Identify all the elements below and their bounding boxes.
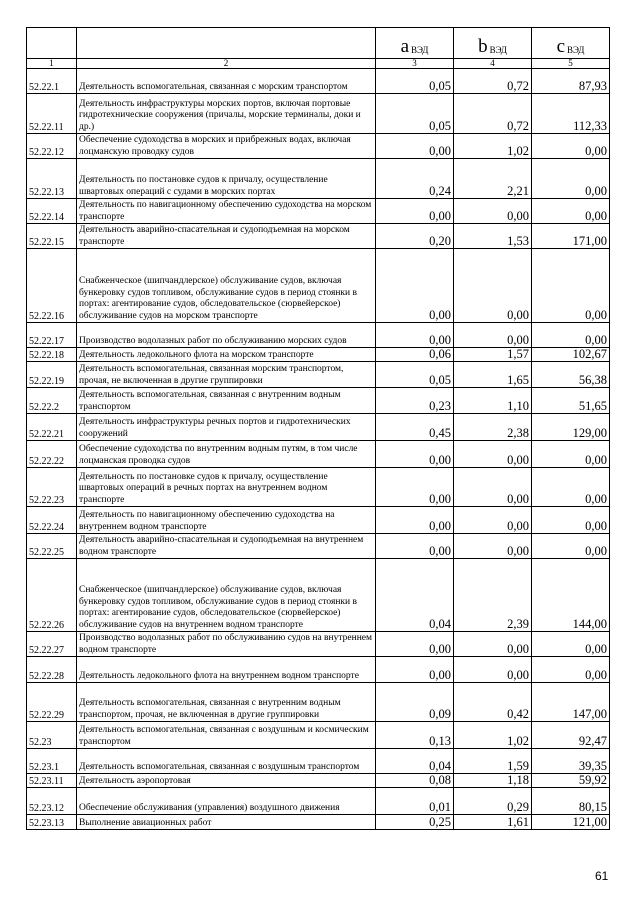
table-row bbox=[27, 632, 610, 657]
okved-code: 52.22.23 bbox=[27, 468, 77, 507]
value-a: 0,09 bbox=[376, 683, 454, 722]
activity-description: Деятельность по постановке судов к причалу, осуществление швартовых операций в речных портах на внутреннем водном транспорте bbox=[77, 468, 376, 507]
value-a: 0,00 bbox=[376, 441, 454, 468]
value-b: 0,72 bbox=[454, 69, 532, 94]
table-row bbox=[27, 249, 610, 323]
value-b: 1,02 bbox=[454, 722, 532, 749]
value-b: 1,18 bbox=[454, 774, 532, 788]
value-a: 0,05 bbox=[376, 69, 454, 94]
column-index: 5 bbox=[532, 59, 610, 69]
value-a: 0,00 bbox=[376, 507, 454, 534]
table-row bbox=[27, 224, 610, 249]
table-row bbox=[27, 815, 610, 830]
okved-code: 52.22.27 bbox=[27, 632, 77, 657]
value-b: 0,00 bbox=[454, 249, 532, 323]
activity-description: Деятельность вспомогательная, связанная с морским транспортом bbox=[77, 69, 376, 94]
value-b: 1,65 bbox=[454, 362, 532, 388]
value-c: 0,00 bbox=[532, 441, 610, 468]
value-b: 0,00 bbox=[454, 507, 532, 534]
table-row bbox=[27, 94, 610, 134]
value-a: 0,00 bbox=[376, 534, 454, 559]
value-c: 0,00 bbox=[532, 534, 610, 559]
activity-description: Производство водолазных работ по обслуживанию морских судов bbox=[77, 323, 376, 348]
okved-code: 52.22.25 bbox=[27, 534, 77, 559]
value-c: 0,00 bbox=[532, 632, 610, 657]
table-row bbox=[27, 362, 610, 388]
value-a: 0,00 bbox=[376, 323, 454, 348]
header-code-cell bbox=[27, 28, 77, 59]
activity-description: Обеспечение обслуживания (управления) воздушного движения bbox=[77, 788, 376, 815]
value-a: 0,04 bbox=[376, 559, 454, 632]
okved-code: 52.22.1 bbox=[27, 69, 77, 94]
table-row bbox=[27, 507, 610, 534]
value-a: 0,00 bbox=[376, 249, 454, 323]
column-index-row bbox=[27, 59, 610, 69]
okved-code: 52.22.2 bbox=[27, 388, 77, 414]
activity-description: Деятельность по навигационному обеспечению судоходства на морском транспорте bbox=[77, 199, 376, 224]
value-c: 0,00 bbox=[532, 468, 610, 507]
value-b: 0,00 bbox=[454, 657, 532, 683]
okved-code: 52.22.11 bbox=[27, 94, 77, 134]
okved-code: 52.22.22 bbox=[27, 441, 77, 468]
activity-description: Деятельность ледокольного флота на внутреннем водном транспорте bbox=[77, 657, 376, 683]
table-body bbox=[27, 69, 610, 830]
value-b: 0,00 bbox=[454, 323, 532, 348]
value-c: 0,00 bbox=[532, 323, 610, 348]
value-a: 0,00 bbox=[376, 134, 454, 159]
value-a: 0,24 bbox=[376, 159, 454, 199]
okved-code: 52.22.12 bbox=[27, 134, 77, 159]
value-b: 1,59 bbox=[454, 749, 532, 774]
header-a-cell: a ВЭД bbox=[376, 28, 454, 59]
activity-description: Деятельность по навигационному обеспечению судоходства на внутреннем водном транспорте bbox=[77, 507, 376, 534]
column-index: 4 bbox=[454, 59, 532, 69]
page-number: 61 bbox=[595, 869, 609, 883]
okved-code: 52.23 bbox=[27, 722, 77, 749]
okved-code: 52.23.1 bbox=[27, 749, 77, 774]
value-c: 51,65 bbox=[532, 388, 610, 414]
coefficients-table bbox=[26, 27, 610, 830]
value-a: 0,06 bbox=[376, 348, 454, 362]
activity-description: Деятельность аварийно-спасательная и судоподъемная на внутреннем водном транспорте bbox=[77, 534, 376, 559]
okved-code: 52.23.13 bbox=[27, 815, 77, 830]
value-a: 0,00 bbox=[376, 657, 454, 683]
table-row bbox=[27, 159, 610, 199]
table-row bbox=[27, 749, 610, 774]
table-row bbox=[27, 414, 610, 441]
activity-description: Обеспечение судоходства в морских и прибрежных водах, включая лоцманскую проводку судов bbox=[77, 134, 376, 159]
table-row bbox=[27, 134, 610, 159]
okved-code: 52.23.11 bbox=[27, 774, 77, 788]
value-a: 0,08 bbox=[376, 774, 454, 788]
value-b: 0,00 bbox=[454, 632, 532, 657]
activity-description: Деятельность инфраструктуры морских портов, включая портовые гидротехнические сооружения (причалы, морские терминалы, доки и др.) bbox=[77, 94, 376, 134]
okved-code: 52.22.14 bbox=[27, 199, 77, 224]
activity-description: Производство водолазных работ по обслуживанию судов на внутреннем водном транспорте bbox=[77, 632, 376, 657]
value-a: 0,04 bbox=[376, 749, 454, 774]
okved-code: 52.22.21 bbox=[27, 414, 77, 441]
okved-code: 52.23.12 bbox=[27, 788, 77, 815]
value-b: 0,72 bbox=[454, 94, 532, 134]
activity-description: Снабженческое (шипчандлерское) обслуживание судов, включая бункеровку судов топливом, обслуживание судов в период стоянки в портах: агентирование судов, обследовательское (сюрвейерское) обслуживание судов на морском транспорте bbox=[77, 249, 376, 323]
value-a: 0,00 bbox=[376, 468, 454, 507]
column-index: 3 bbox=[376, 59, 454, 69]
value-a: 0,01 bbox=[376, 788, 454, 815]
activity-description: Деятельность вспомогательная, связанная морским транспортом, прочая, не включенная в другие группировки bbox=[77, 362, 376, 388]
activity-description: Деятельность вспомогательная, связанная с внутренним водным транспортом bbox=[77, 388, 376, 414]
okved-code: 52.22.28 bbox=[27, 657, 77, 683]
table-row bbox=[27, 683, 610, 722]
value-b: 1,10 bbox=[454, 388, 532, 414]
value-a: 0,00 bbox=[376, 632, 454, 657]
value-b: 0,00 bbox=[454, 468, 532, 507]
value-c: 129,00 bbox=[532, 414, 610, 441]
value-a: 0,25 bbox=[376, 815, 454, 830]
activity-description: Деятельность инфраструктуры речных портов и гидротехнических сооружений bbox=[77, 414, 376, 441]
table-header-row bbox=[27, 28, 610, 59]
table-row bbox=[27, 468, 610, 507]
value-c: 0,00 bbox=[532, 657, 610, 683]
okved-code: 52.22.15 bbox=[27, 224, 77, 249]
value-c: 0,00 bbox=[532, 199, 610, 224]
value-b: 1,57 bbox=[454, 348, 532, 362]
value-c: 0,00 bbox=[532, 134, 610, 159]
table-row bbox=[27, 441, 610, 468]
activity-description: Снабженческое (шипчандлерское) обслуживание судов, включая бункеровку судов топливом, обслуживание судов в период стоянки в портах: агентирование судов, обследовательское (сюрвейерское) обслуживание судов на внутреннем водном транспорте bbox=[77, 559, 376, 632]
table-row bbox=[27, 199, 610, 224]
value-b: 0,00 bbox=[454, 534, 532, 559]
column-index: 2 bbox=[77, 59, 376, 69]
activity-description: Деятельность вспомогательная, связанная с внутренним водным транспортом, прочая, не включенная в другие группировки bbox=[77, 683, 376, 722]
value-a: 0,45 bbox=[376, 414, 454, 441]
table-row bbox=[27, 388, 610, 414]
value-c: 59,92 bbox=[532, 774, 610, 788]
activity-description: Выполнение авиационных работ bbox=[77, 815, 376, 830]
header-c-cell: c ВЭД bbox=[532, 28, 610, 59]
activity-description: Деятельность ледокольного флота на морском транспорте bbox=[77, 348, 376, 362]
value-c: 102,67 bbox=[532, 348, 610, 362]
value-b: 2,38 bbox=[454, 414, 532, 441]
value-a: 0,05 bbox=[376, 362, 454, 388]
activity-description: Обеспечение судоходства по внутренним водным путям, в том числе лоцманская проводка судов bbox=[77, 441, 376, 468]
table-row bbox=[27, 657, 610, 683]
okved-code: 52.22.26 bbox=[27, 559, 77, 632]
value-c: 0,00 bbox=[532, 507, 610, 534]
okved-code: 52.22.19 bbox=[27, 362, 77, 388]
value-c: 80,15 bbox=[532, 788, 610, 815]
okved-code: 52.22.17 bbox=[27, 323, 77, 348]
table-row bbox=[27, 348, 610, 362]
okved-code: 52.22.13 bbox=[27, 159, 77, 199]
value-c: 147,00 bbox=[532, 683, 610, 722]
value-c: 92,47 bbox=[532, 722, 610, 749]
table-row bbox=[27, 559, 610, 632]
value-a: 0,13 bbox=[376, 722, 454, 749]
table-row bbox=[27, 69, 610, 94]
value-c: 0,00 bbox=[532, 249, 610, 323]
value-b: 1,53 bbox=[454, 224, 532, 249]
table-row bbox=[27, 534, 610, 559]
activity-description: Деятельность аэропортовая bbox=[77, 774, 376, 788]
header-b-cell: b ВЭД bbox=[454, 28, 532, 59]
activity-description: Деятельность по постановке судов к причалу, осуществление швартовых операций с судами в морских портах bbox=[77, 159, 376, 199]
value-b: 0,29 bbox=[454, 788, 532, 815]
table-row bbox=[27, 722, 610, 749]
value-b: 1,02 bbox=[454, 134, 532, 159]
value-b: 0,42 bbox=[454, 683, 532, 722]
value-b: 2,39 bbox=[454, 559, 532, 632]
value-b: 2,21 bbox=[454, 159, 532, 199]
value-b: 0,00 bbox=[454, 441, 532, 468]
table-row bbox=[27, 774, 610, 788]
value-c: 112,33 bbox=[532, 94, 610, 134]
okved-code: 52.22.29 bbox=[27, 683, 77, 722]
value-c: 144,00 bbox=[532, 559, 610, 632]
value-c: 0,00 bbox=[532, 159, 610, 199]
value-a: 0,05 bbox=[376, 94, 454, 134]
value-c: 121,00 bbox=[532, 815, 610, 830]
value-c: 87,93 bbox=[532, 69, 610, 94]
value-a: 0,20 bbox=[376, 224, 454, 249]
value-c: 56,38 bbox=[532, 362, 610, 388]
header-desc-cell bbox=[77, 28, 376, 59]
column-index: 1 bbox=[27, 59, 77, 69]
activity-description: Деятельность аварийно-спасательная и судоподъемная на морском транспорте bbox=[77, 224, 376, 249]
value-a: 0,00 bbox=[376, 199, 454, 224]
okved-code: 52.22.24 bbox=[27, 507, 77, 534]
table-row bbox=[27, 323, 610, 348]
okved-code: 52.22.18 bbox=[27, 348, 77, 362]
value-c: 39,35 bbox=[532, 749, 610, 774]
table-row bbox=[27, 788, 610, 815]
value-c: 171,00 bbox=[532, 224, 610, 249]
value-b: 1,61 bbox=[454, 815, 532, 830]
okved-code: 52.22.16 bbox=[27, 249, 77, 323]
value-b: 0,00 bbox=[454, 199, 532, 224]
activity-description: Деятельность вспомогательная, связанная с воздушным транспортом bbox=[77, 749, 376, 774]
activity-description: Деятельность вспомогательная, связанная с воздушным и космическим транспортом bbox=[77, 722, 376, 749]
value-a: 0,23 bbox=[376, 388, 454, 414]
